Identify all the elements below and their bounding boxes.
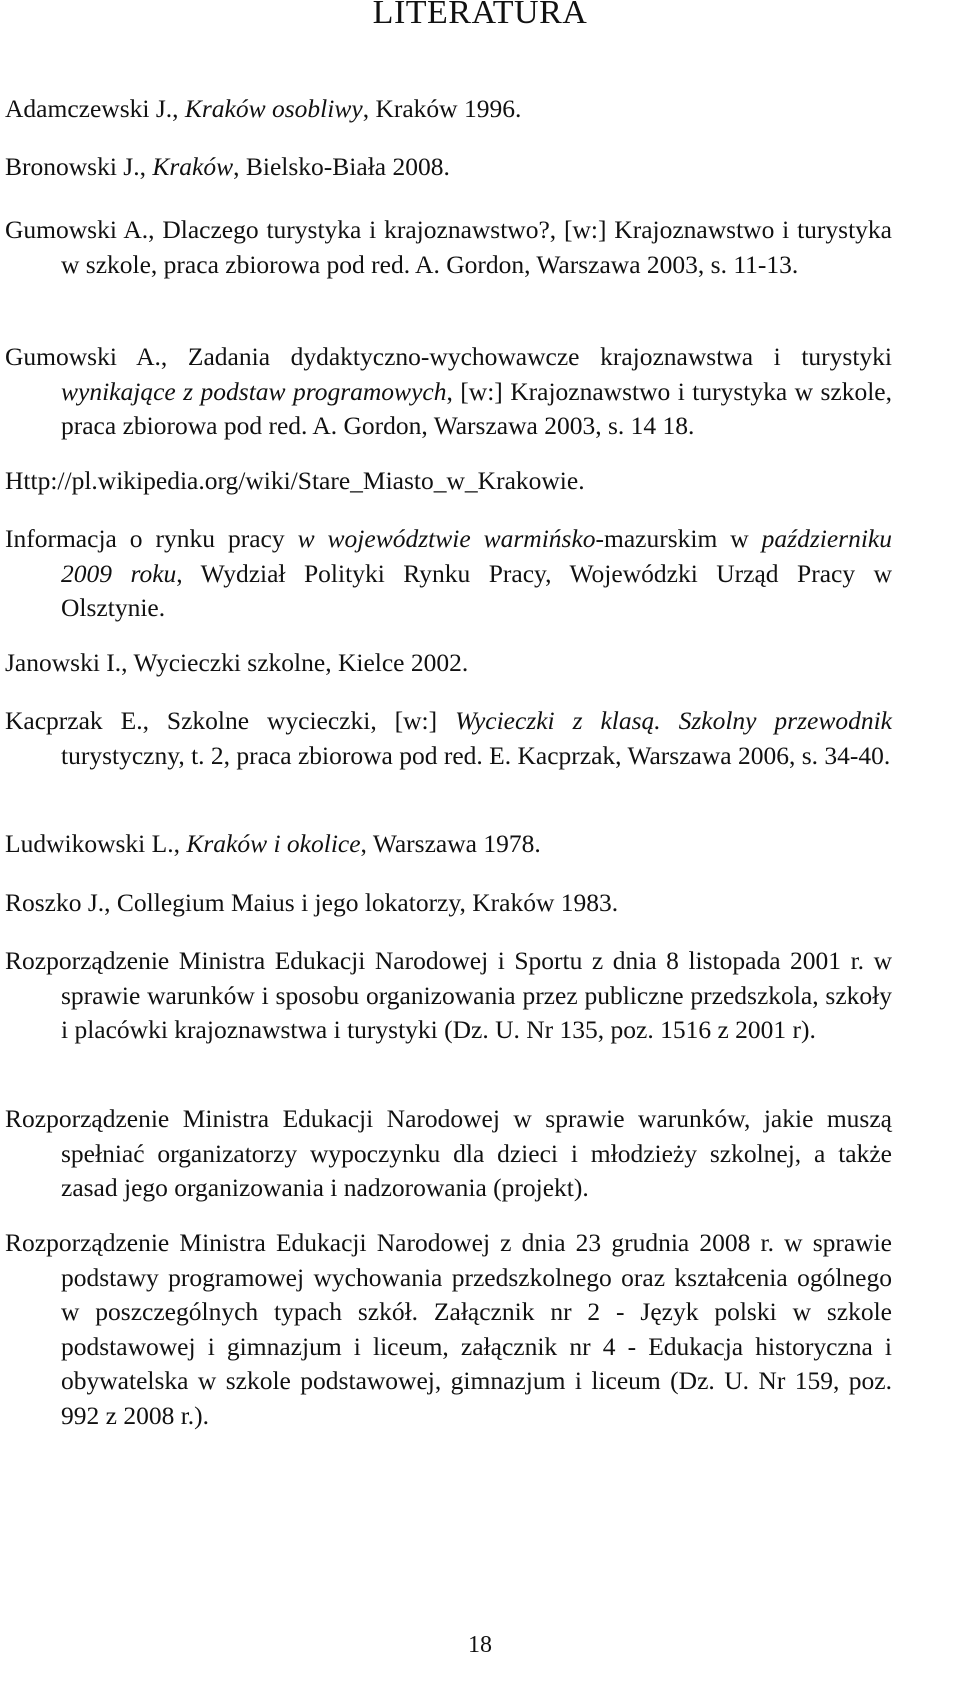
bibliography-entry: Kacprzak E., Szkolne wycieczki, [w:] Wycieczki z klasą. Szkolny przewodnik turystyczny, t. 2, praca zbiorowa pod red. E. Kacprzak, Warszawa 2006, s. 34-40. bbox=[5, 706, 892, 770]
bibliography-entry: Roszko J., Collegium Maius i jego lokatorzy, Kraków 1983. bbox=[5, 888, 619, 917]
bibliography-entry: Rozporządzenie Ministra Edukacji Narodowej z dnia 23 grudnia 2008 r. w sprawie podstawy programowej wychowania przedszkolnego oraz kształcenia ogólnego w poszczególnych typach szkół. Załącznik nr 2 - Język polski w szkole podstawowej i gimnazjum i liceum, załącznik nr 4 - Edukacja historyczna i obywatelska w szkole podstawowej, gimnazjum i liceum (Dz. U. Nr 159, poz. 992 z 2008 r.). bbox=[5, 1228, 892, 1430]
bibliography-entry: Janowski I., Wycieczki szkolne, Kielce 2002. bbox=[5, 648, 469, 677]
page-number: 18 bbox=[468, 1632, 492, 1658]
bibliography-entry: Gumowski A., Zadania dydaktyczno-wychowawcze krajoznawstwa i turystyki wynikające z podstaw programowych, [w:] Krajoznawstwo i turystyka w szkole, praca zbiorowa pod red. A. Gordon, Warszawa 2003, s. 14 18. bbox=[5, 342, 892, 440]
bibliography-entry: Gumowski A., Dlaczego turystyka i krajoznawstwo?, [w:] Krajoznawstwo i turystyka w szkole, praca zbiorowa pod red. A. Gordon, Warszawa 2003, s. 11-13. bbox=[5, 215, 892, 279]
bibliography-entry: Informacja o rynku pracy w województwie warmińsko-mazurskim w październiku 2009 roku, Wydział Polityki Rynku Pracy, Wojewódzki Urząd Pracy w Olsztynie. bbox=[5, 524, 892, 622]
bibliography-entry: Http://pl.wikipedia.org/wiki/Stare_Miasto_w_Krakowie. bbox=[5, 466, 585, 495]
bibliography-entry: Ludwikowski L., Kraków i okolice, Warszawa 1978. bbox=[5, 829, 541, 858]
bibliography-entry: Adamczewski J., Kraków osobliwy, Kraków 1996. bbox=[5, 94, 522, 123]
page-title: LITERATURA bbox=[372, 0, 588, 31]
bibliography-entry: Bronowski J., Kraków, Bielsko-Biała 2008. bbox=[5, 152, 450, 181]
bibliography-entry: Rozporządzenie Ministra Edukacji Narodowej i Sportu z dnia 8 listopada 2001 r. w sprawie warunków i sposobu organizowania przez publiczne przedszkola, szkoły i placówki krajoznawstwa i turystyki (Dz. U. Nr 135, poz. 1516 z 2001 r). bbox=[5, 946, 892, 1044]
bibliography-entry: Rozporządzenie Ministra Edukacji Narodowej w sprawie warunków, jakie muszą spełniać organizatorzy wypoczynku dla dzieci i młodzieży szkolnej, a także zasad jego organizowania i nadzorowania (projekt). bbox=[5, 1104, 892, 1202]
